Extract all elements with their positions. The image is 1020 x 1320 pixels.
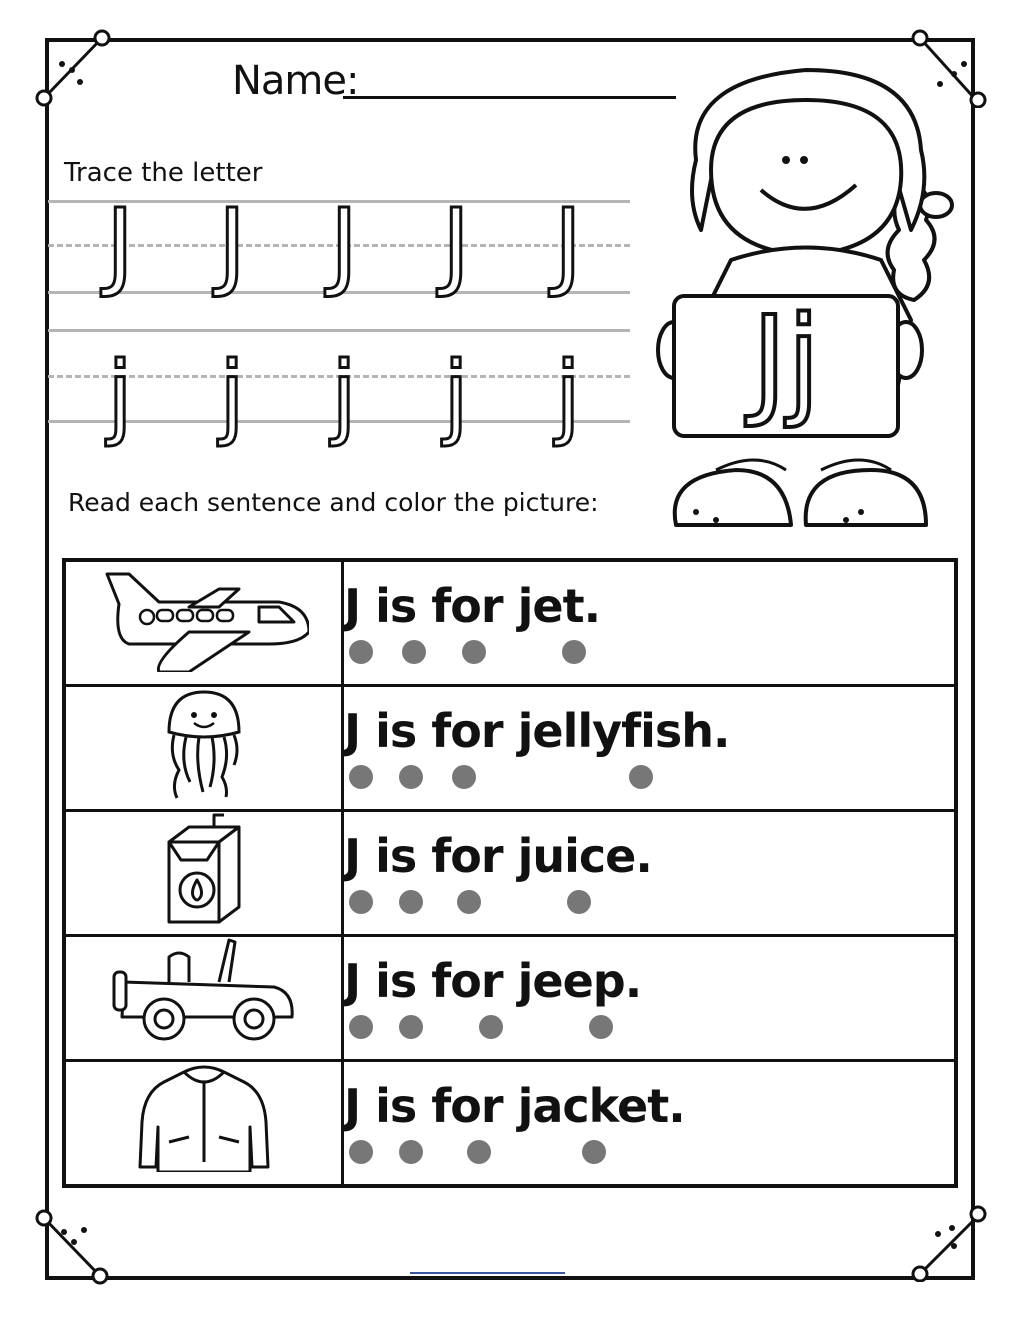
- sentence-cell: [343, 686, 957, 811]
- word-dot: [399, 890, 423, 914]
- word-dot: [402, 640, 426, 664]
- sentence-text: J is for jet.: [344, 579, 601, 633]
- word-dot: [349, 1140, 373, 1164]
- featured-letter-card: [672, 294, 900, 438]
- sentence-text: J is for jacket.: [344, 1079, 685, 1133]
- name-label: Name:: [232, 58, 359, 104]
- picture-cell[interactable]: [64, 811, 343, 936]
- sentence-text: J is for jellyfish.: [344, 704, 730, 758]
- word-dot: [399, 1140, 423, 1164]
- sentence-text: J is for jeep.: [344, 954, 642, 1008]
- jacket-icon[interactable]: [134, 1062, 274, 1172]
- trace-letter[interactable]: j: [555, 342, 581, 449]
- word-dot: [399, 765, 423, 789]
- word-dots: [344, 640, 954, 670]
- sentence-cell: [343, 1061, 957, 1187]
- corner-decoration-icon: [32, 28, 112, 108]
- word-dot: [582, 1140, 606, 1164]
- picture-cell[interactable]: [64, 1061, 343, 1187]
- uppercase-trace-row[interactable]: [64, 188, 624, 300]
- trace-letter[interactable]: j: [219, 342, 245, 449]
- word-dots: [344, 890, 954, 920]
- picture-cell[interactable]: [64, 686, 343, 811]
- word-dot: [349, 765, 373, 789]
- jeep-icon[interactable]: [109, 937, 299, 1047]
- table-row: [64, 1061, 956, 1187]
- word-dots: [344, 1140, 954, 1170]
- lowercase-trace-row[interactable]: [64, 342, 624, 449]
- trace-letter[interactable]: J: [441, 188, 471, 300]
- word-dot: [399, 1015, 423, 1039]
- word-dot: [349, 1015, 373, 1039]
- trace-letter[interactable]: j: [443, 342, 469, 449]
- trace-letter[interactable]: J: [329, 188, 359, 300]
- word-dot: [479, 1015, 503, 1039]
- table-row: [64, 936, 956, 1061]
- table-row: [64, 811, 956, 936]
- footer-line: [410, 1272, 565, 1274]
- juice-box-icon[interactable]: [159, 812, 249, 927]
- word-dot: [349, 890, 373, 914]
- trace-letter[interactable]: j: [331, 342, 357, 449]
- trace-letter[interactable]: j: [107, 342, 133, 449]
- sentence-cell: [343, 936, 957, 1061]
- word-dot: [562, 640, 586, 664]
- featured-letter: Jj: [751, 292, 821, 431]
- word-dot: [457, 890, 481, 914]
- corner-decoration-icon: [908, 1202, 988, 1282]
- trace-letter[interactable]: J: [553, 188, 583, 300]
- name-write-line[interactable]: [343, 96, 676, 99]
- word-dot: [467, 1140, 491, 1164]
- corner-decoration-icon: [32, 1206, 112, 1286]
- jellyfish-icon[interactable]: [154, 687, 254, 802]
- word-dot: [629, 765, 653, 789]
- trace-title: Trace the letter: [64, 158, 263, 188]
- word-dots: [344, 765, 954, 795]
- word-dot: [452, 765, 476, 789]
- guide-line-top: [48, 329, 630, 332]
- instruction-text: Read each sentence and color the picture:: [68, 488, 599, 517]
- word-dot: [462, 640, 486, 664]
- trace-letter[interactable]: J: [105, 188, 135, 300]
- picture-cell[interactable]: [64, 560, 343, 686]
- sentence-text: J is for juice.: [344, 829, 652, 883]
- table-row: [64, 560, 956, 686]
- sentence-cell: [343, 811, 957, 936]
- sentence-cell: [343, 560, 957, 686]
- picture-cell[interactable]: [64, 936, 343, 1061]
- word-dot: [349, 640, 373, 664]
- trace-letter[interactable]: J: [217, 188, 247, 300]
- sentence-table: [62, 558, 958, 1188]
- word-dots: [344, 1015, 954, 1045]
- word-dot: [589, 1015, 613, 1039]
- word-dot: [567, 890, 591, 914]
- table-row: [64, 686, 956, 811]
- jet-icon[interactable]: [99, 562, 309, 672]
